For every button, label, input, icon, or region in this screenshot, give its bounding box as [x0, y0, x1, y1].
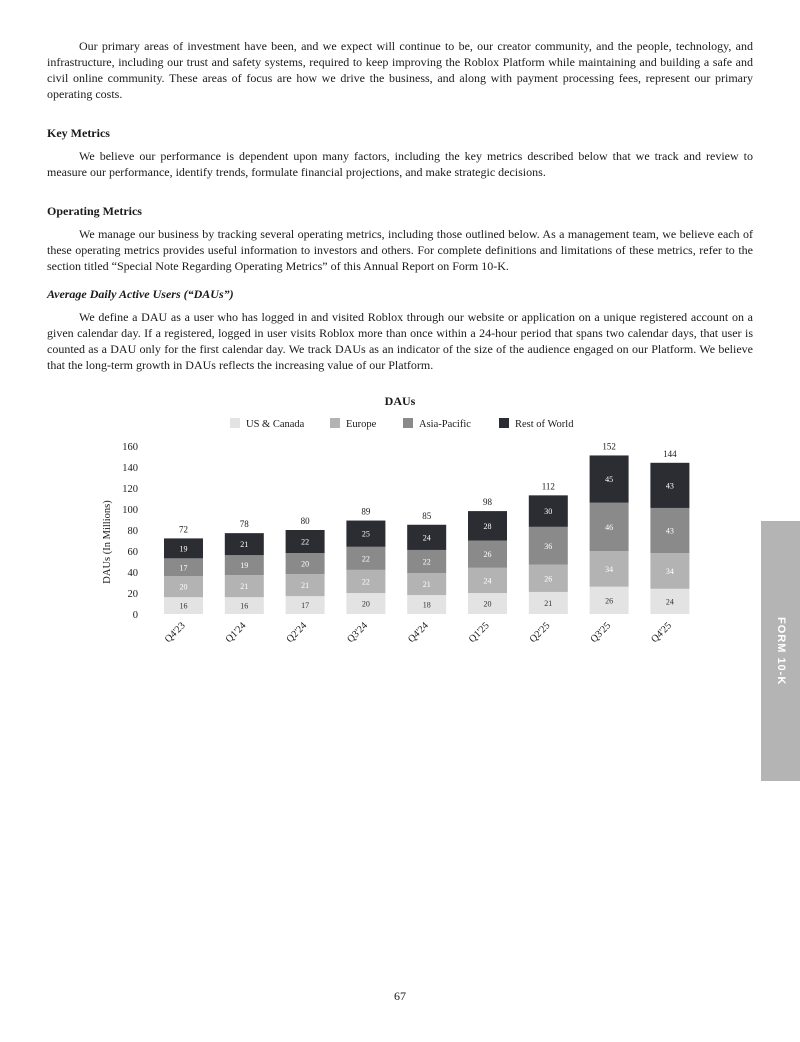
segment-value-label: 20 — [483, 599, 492, 609]
y-tick-label: 0 — [132, 610, 138, 621]
segment-value-label: 17 — [301, 601, 310, 611]
segment-value-label: 45 — [605, 475, 614, 485]
segment-value-label: 22 — [361, 554, 370, 564]
segment-value-label: 24 — [483, 576, 492, 586]
segment-value-label: 20 — [179, 582, 188, 592]
chart-title: DAUs — [384, 394, 416, 408]
segment-value-label: 22 — [422, 557, 431, 567]
dau-heading: Average Daily Active Users (“DAUs”) — [47, 287, 234, 301]
segment-value-label: 43 — [665, 526, 674, 536]
segment-value-label: 21 — [240, 582, 249, 592]
intro-paragraph: Our primary areas of investment have been, and we expect will continue to be, our creator community, and the people, technology, and infrastructure, including our trust and safety systems, required to keep improving the Roblox Platform while maintaining and building a safe and civil online community. These areas of focus are how we drive the business, and along with payment processing fees, represent our primary operating costs. — [47, 39, 753, 101]
x-tick-label: Q2'25 — [527, 620, 553, 646]
x-tick-label: Q1'25 — [466, 620, 492, 646]
bar-total-label: 85 — [422, 510, 432, 521]
segment-value-label: 26 — [483, 550, 492, 560]
bar-total-label: 80 — [300, 516, 310, 526]
key-metrics-heading: Key Metrics — [47, 126, 110, 140]
x-tick-label: Q3'25 — [588, 620, 614, 646]
segment-value-label: 19 — [240, 561, 249, 571]
segment-value-label: 16 — [240, 601, 249, 611]
y-axis — [122, 442, 138, 621]
form-10k-side-tab — [761, 521, 800, 781]
y-tick-label: 100 — [122, 505, 138, 516]
x-tick-label: Q4'23 — [162, 620, 188, 646]
segment-value-label: 34 — [605, 564, 614, 574]
x-tick-label: Q4'24 — [406, 620, 431, 646]
y-tick-label: 60 — [127, 547, 138, 558]
segment-value-label: 17 — [179, 563, 188, 573]
segment-value-label: 25 — [361, 529, 370, 539]
segment-value-label: 21 — [422, 580, 431, 590]
segment-value-label: 36 — [544, 541, 553, 551]
segment-value-label: 26 — [605, 596, 614, 606]
bar-total-label: 72 — [179, 524, 188, 535]
legend-label: Asia-Pacific — [419, 419, 471, 430]
dau-chart — [100, 390, 700, 670]
bar-total-label: 78 — [239, 519, 249, 530]
segment-value-label: 16 — [179, 601, 188, 611]
x-tick-label: Q2'24 — [284, 620, 310, 646]
segment-value-label: 30 — [544, 507, 553, 517]
side-tab-label: FORM 10-K — [775, 617, 787, 686]
y-tick-label: 20 — [127, 589, 138, 600]
segment-value-label: 21 — [240, 540, 249, 550]
segment-value-label: 24 — [665, 597, 674, 607]
operating-metrics-heading: Operating Metrics — [47, 204, 142, 218]
x-tick-label: Q4'25 — [649, 620, 675, 646]
y-axis-label: DAUs (In Millions) — [102, 500, 113, 584]
legend-swatch — [330, 418, 340, 428]
segment-value-label: 28 — [483, 521, 492, 531]
segment-value-label: 22 — [301, 537, 310, 547]
legend-swatch — [499, 418, 509, 428]
plot-area — [163, 441, 690, 645]
bar-total-label: 89 — [361, 506, 371, 517]
y-tick-label: 80 — [127, 526, 138, 537]
key-metrics-paragraph: We believe our performance is dependent upon many factors, including the key metrics described below that we track and review to measure our performance, identify trends, formulate financial projections, and make strategic decisions. — [47, 149, 753, 179]
bar-total-label: 152 — [602, 441, 616, 452]
legend-label: Europe — [346, 419, 377, 430]
y-tick-label: 120 — [122, 484, 138, 495]
segment-value-label: 46 — [605, 522, 614, 532]
legend-label: US & Canada — [246, 419, 305, 430]
segment-value-label: 19 — [179, 544, 188, 554]
legend-swatch — [230, 418, 240, 428]
segment-value-label: 43 — [665, 481, 674, 491]
segment-value-label: 18 — [422, 600, 431, 610]
x-tick-label: Q1'24 — [223, 620, 249, 646]
y-tick-label: 140 — [122, 463, 138, 474]
chart-legend — [230, 418, 574, 430]
segment-value-label: 26 — [544, 574, 553, 584]
segment-value-label: 24 — [422, 533, 431, 543]
segment-value-label: 21 — [544, 598, 553, 608]
segment-value-label: 34 — [665, 566, 674, 576]
segment-value-label: 22 — [361, 577, 370, 587]
y-tick-label: 40 — [127, 568, 138, 579]
segment-value-label: 20 — [301, 559, 310, 569]
operating-metrics-paragraph: We manage our business by tracking several operating metrics, including those outlined below. As a management team, we believe each of these operating metrics provides useful information to investors and others. For complete definitions and limitations of these metrics, refer to the section titled “Special Note Regarding Operating Metrics” of this Annual Report on Form 10-K. — [47, 227, 753, 273]
segment-value-label: 20 — [361, 599, 370, 609]
page-number: 67 — [394, 989, 406, 1003]
bar-total-label: 112 — [541, 481, 555, 492]
legend-label: Rest of World — [515, 419, 574, 430]
legend-swatch — [403, 418, 413, 428]
bar-total-label: 98 — [483, 497, 492, 508]
segment-value-label: 21 — [301, 581, 310, 591]
document-body — [47, 38, 753, 373]
bar-total-label: 144 — [663, 448, 677, 459]
dau-paragraph: We define a DAU as a user who has logged in and visited Roblox through our website or application on a unique registered account on a given calendar day. If a registered, logged in user visits Roblox more than once within a 24-hour period that spans two calendar days, that user is counted as a DAU only for the first calendar day. We track DAUs as an indicator of the size of the audience engaged on our Platform. We believe that the long-term growth in DAUs reflects the increasing value of our Platform. — [47, 310, 753, 372]
y-tick-label: 160 — [122, 442, 138, 453]
x-tick-label: Q3'24 — [345, 620, 371, 646]
